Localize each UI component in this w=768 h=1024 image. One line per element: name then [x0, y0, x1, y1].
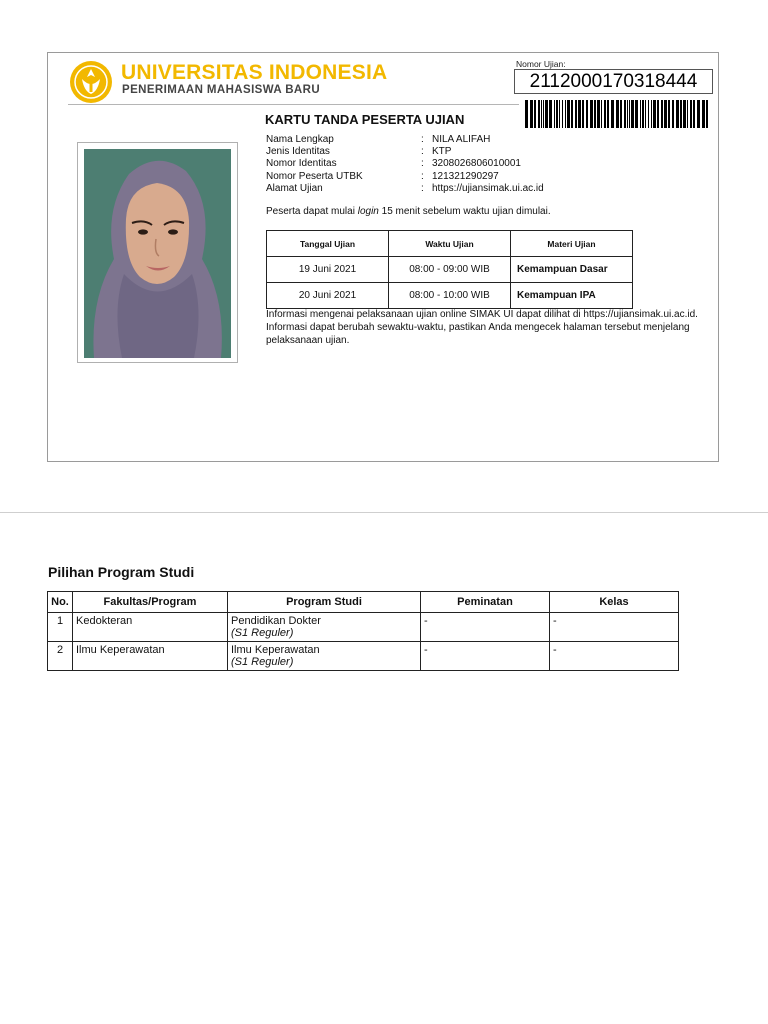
university-seal-icon: [68, 59, 114, 105]
header-fakultas: Fakultas/Program: [73, 592, 228, 613]
row-number: 1: [48, 613, 73, 642]
university-name: UNIVERSITAS INDONESIA: [121, 61, 388, 84]
info-value: NILA ALIFAH: [432, 134, 491, 145]
exam-time: 08:00 - 10:00 WIB: [389, 283, 511, 309]
info-colon: :: [421, 170, 424, 182]
program-choice-table: [47, 591, 679, 671]
prodi-section-title: Pilihan Program Studi: [48, 564, 195, 580]
exam-card: [47, 52, 719, 462]
exam-schedule-table: [266, 230, 633, 309]
nomor-ujian-label: Nomor Ujian:: [516, 59, 566, 69]
info-label: Alamat Ujian: [266, 182, 323, 194]
page-divider: [0, 512, 768, 513]
header-tanggal: Tanggal Ujian: [267, 231, 389, 257]
info-colon: :: [421, 158, 424, 170]
header-waktu: Waktu Ujian: [389, 231, 511, 257]
info-row: [266, 183, 544, 195]
info-colon: :: [421, 146, 424, 158]
program-name: Pendidikan Dokter: [231, 615, 321, 627]
notice-text-start: Peserta dapat mulai: [266, 206, 358, 217]
info-label: Nama Lengkap: [266, 134, 334, 145]
class: -: [550, 642, 679, 671]
participant-photo: [84, 149, 231, 358]
study-program: [228, 613, 421, 642]
exam-subject: Kemampuan IPA: [511, 283, 633, 309]
info-value: https://ujiansimak.ui.ac.id: [432, 182, 544, 194]
table-row: [267, 257, 633, 283]
table-row: [48, 642, 679, 671]
faculty: Kedokteran: [73, 613, 228, 642]
exam-subject: Kemampuan Dasar: [511, 257, 633, 283]
header-program-studi: Program Studi: [228, 592, 421, 613]
info-label: Nomor Identitas: [266, 158, 337, 170]
header-kelas: Kelas: [550, 592, 679, 613]
header-peminatan: Peminatan: [421, 592, 550, 613]
barcode-icon: [525, 100, 709, 128]
info-colon: :: [421, 182, 424, 194]
info-row: [266, 146, 544, 158]
info-line: Informasi dapat berubah sewaktu-waktu, pastikan Anda mengecek halaman tersebut menjelang: [266, 322, 690, 333]
program-class: (S1 Reguler): [231, 656, 294, 668]
login-notice: [266, 206, 551, 217]
program-class: (S1 Reguler): [231, 627, 294, 639]
participant-info: [266, 134, 544, 195]
header-divider: [68, 104, 519, 105]
exam-date: 20 Juni 2021: [267, 283, 389, 309]
info-value: 3208026806010001: [432, 158, 521, 170]
nomor-ujian-value: 2112000170318444: [514, 69, 713, 94]
table-row: [48, 613, 679, 642]
faculty: Ilmu Keperawatan: [73, 642, 228, 671]
class: -: [550, 613, 679, 642]
info-line: Informasi mengenai pelaksanaan ujian online SIMAK UI dapat dilihat di https://ujiansimak.ui.ac.id.: [266, 309, 698, 320]
info-label: Nomor Peserta UTBK: [266, 170, 363, 182]
exam-time: 08:00 - 09:00 WIB: [389, 257, 511, 283]
notice-text-login: login: [357, 206, 379, 217]
notice-text-end: 15 menit sebelum waktu ujian dimulai.: [378, 206, 551, 217]
header-no: No.: [48, 592, 73, 613]
header-materi: Materi Ujian: [511, 231, 633, 257]
info-value: KTP: [432, 146, 452, 158]
exam-date: 19 Juni 2021: [267, 257, 389, 283]
row-number: 2: [48, 642, 73, 671]
info-line: pelaksanaan ujian.: [266, 335, 350, 346]
info-row: [266, 158, 544, 170]
program-name: Ilmu Keperawatan: [231, 644, 320, 656]
participant-photo-frame: [77, 142, 238, 363]
table-row: [267, 283, 633, 309]
info-label: Jenis Identitas: [266, 146, 330, 158]
admission-subtitle: PENERIMAAN MAHASISWA BARU: [122, 84, 321, 96]
info-row: [266, 171, 544, 183]
card-title: KARTU TANDA PESERTA UJIAN: [265, 112, 465, 127]
info-value: 121321290297: [432, 170, 499, 182]
info-row: [266, 134, 544, 146]
specialization: -: [421, 613, 550, 642]
study-program: [228, 642, 421, 671]
info-colon: :: [421, 134, 424, 145]
specialization: -: [421, 642, 550, 671]
exam-information: [266, 308, 716, 347]
